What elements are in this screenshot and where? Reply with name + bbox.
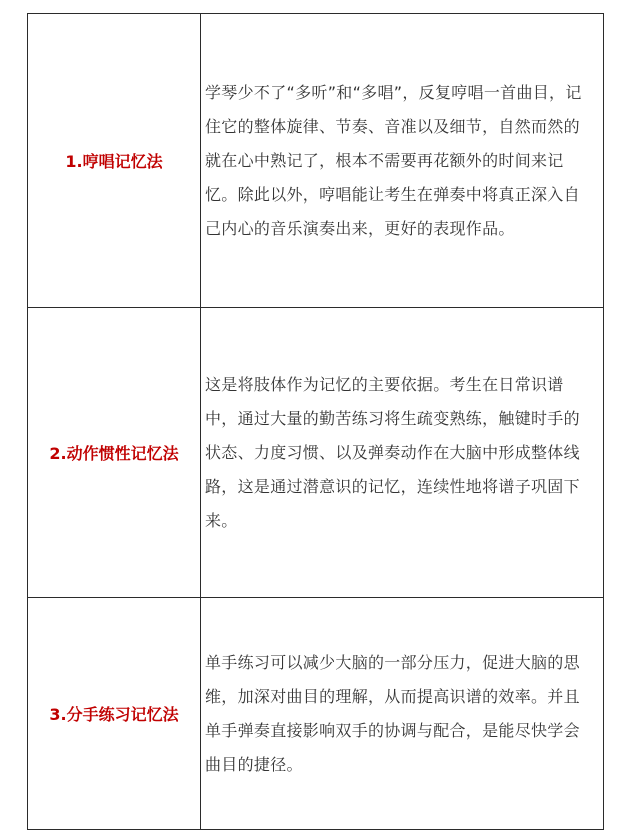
table-row: [28, 308, 604, 598]
method-description: [201, 598, 604, 829]
method-label: 3.分手练习记忆法: [28, 598, 201, 829]
table-row: [28, 598, 604, 830]
method-label: 1.哼唱记忆法: [28, 14, 201, 307]
method-description-text: 学琴少不了“多听”和“多唱”，反复哼唱一首曲目，记住它的整体旋律、节奏、音准以及细节，自然而然的就在心中熟记了，根本不需要再花额外的时间来记忆。除此以外，哼唱能让考生在弹奏中将真正深入自己内心的音乐演奏出来，更好的表现作品。: [205, 82, 582, 238]
memory-methods-table: [27, 13, 604, 830]
table-row: [28, 14, 604, 308]
method-description-text: 单手练习可以减少大脑的一部分压力，促进大脑的思维，加深对曲目的理解，从而提高识谱的效率。并且单手弹奏直接影响双手的协调与配合，是能尽快学会曲目的捷径。: [205, 652, 580, 774]
method-label: 2.动作惯性记忆法: [28, 308, 201, 597]
method-description-text: 这是将肢体作为记忆的主要依据。考生在日常识谱中，通过大量的勤苦练习将生疏变熟练，触键时手的状态、力度习惯、以及弹奏动作在大脑中形成整体线路，这是通过潜意识的记忆，连续性地将谱子巩固下来。: [205, 374, 580, 530]
method-description: [201, 14, 604, 307]
method-description: [201, 308, 604, 597]
